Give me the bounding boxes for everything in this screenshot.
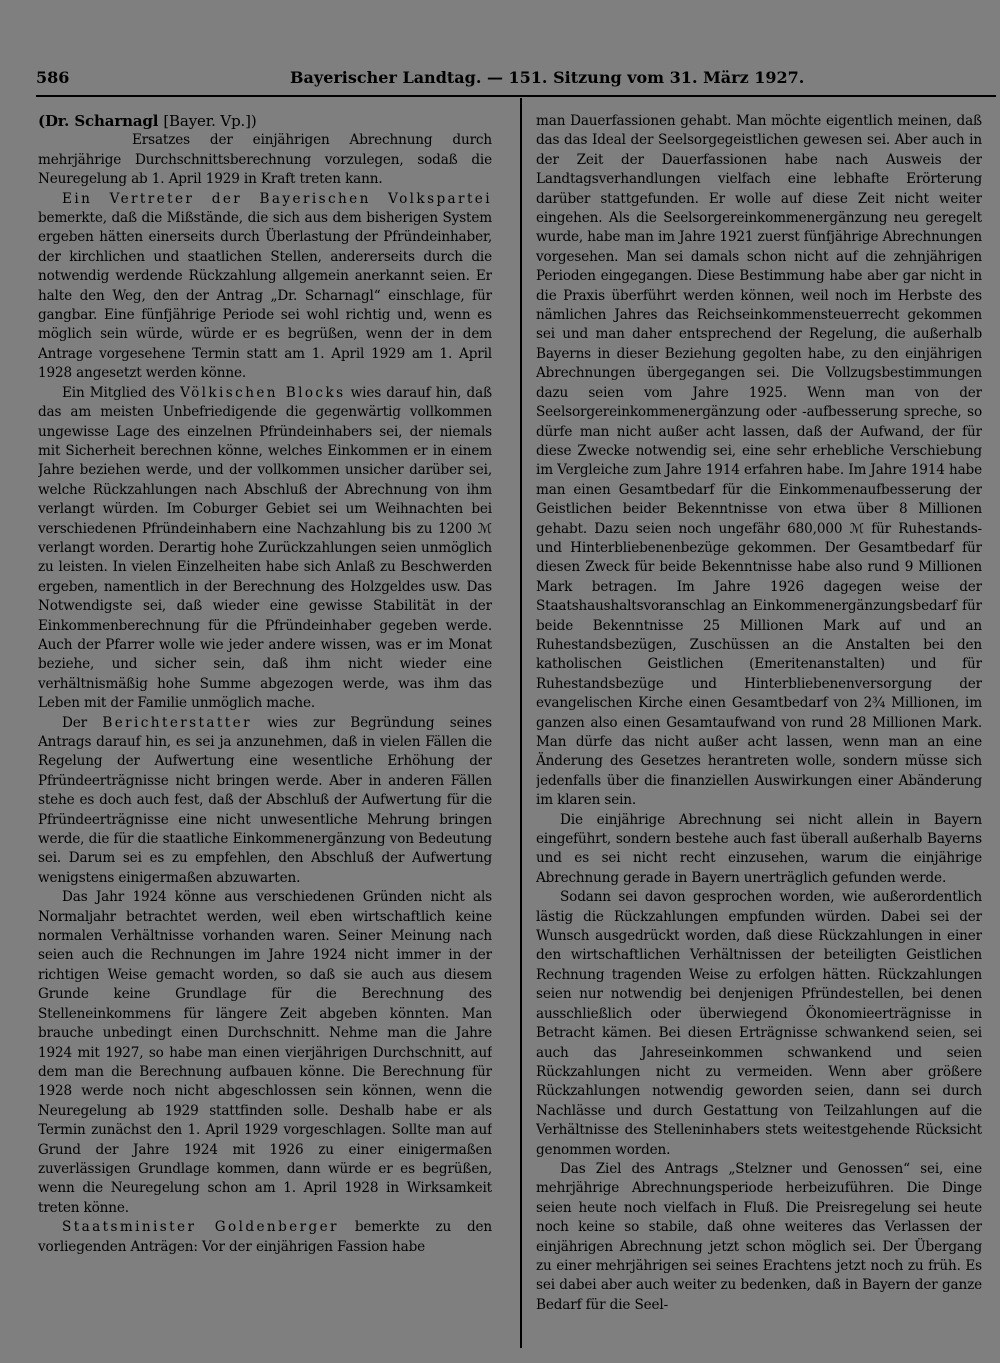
left-column [38, 112, 492, 1347]
paragraph: man Dauerfassionen gehabt. Man möchte eigentlich meinen, daß das das Ideal der Seelsorgegeistlichen gewesen sei. Aber auch in der Zeit der Dauerfassionen habe nach Ausweis der Landtagsverhandlungen vielfach eine lebhafte Erörterung darüber stattgefunden. Er wolle auf diese Zeit nicht weiter eingehen. Als die Seelsorgereinkommenergänzung neu geregelt wurde, habe man im Jahre 1921 zuerst fünfjährige Abrechnungen vorgesehen. Man sei damals schon nicht auf die zehnjährigen Perioden eingegangen. Diese Bestimmung habe aber gar nicht in die Praxis überführt werden können, weil noch im Herbste des nämlichen Jahres das Reichseinkommensteuerrecht gekommen sei und man daher entsprechend der Regelung, die außerhalb Bayerns in dieser Beziehung gegolten habe, zu den einjährigen Abrechnungen übergegangen sei. Die Vollzugsbestimmungen dazu seien vom Jahre 1925. Wenn man von der Seelsorgereinkommenergänzung oder -aufbesserung spreche, so dürfe man nicht außer acht lassen, daß der Aufwand, der für diese Zwecke notwendig sei, eine sehr erhebliche Verschiebung im Vergleiche zum Jahre 1914 erfahren habe. Im Jahre 1914 habe man einen Gesamtbedarf für die Einkommenaufbesserung der Geistlichen beider Bekenntnisse von etwa über 8 Millionen gehabt. Dazu seien noch ungefähr 680,000 ℳ für Ruhestands- und Hinterbliebenenbezüge gekommen. Der Gesamtbedarf für diesen Zweck für beide Bekenntnisse habe also rund 9 Millionen Mark betragen. Im Jahre 1926 dagegen weise der Staatshaushaltsvoranschlag an Einkommenergänzungsbedarf für beide Bekenntnisse 25 Millionen Mark auf und an Ruhestandsbezügen, Zuschüssen an die Anstalten bei den katholischen Geistlichen (Emeritenanstalten) und für Ruhestandsbezüge und Hinterbliebenenversorgung der evangelischen Kirche einen Gesamtbedarf von 2¾ Millionen, im ganzen also einen Gesamtaufwand von rund 28 Millionen Mark. Man dürfe das nicht außer acht lassen, wenn man an eine Änderung des Gesetzes herantreten wolle, sondern müsse sich jedenfalls über die finanziellen Auswirkungen einer Abänderung im klaren sein. [536, 113, 982, 809]
speaker-party: [Bayer. Vp.]) [163, 112, 257, 130]
paragraph: Die einjährige Abrechnung sei nicht allein in Bayern eingeführt, sondern bestehe auch fast überall außerhalb Bayerns und es sei nicht recht einzusehen, warum die einjährige Abrechnung gerade in Bayern unerträglich gefunden werde. [536, 811, 982, 886]
speaker-reference: Berichterstatter [102, 714, 252, 731]
paragraph-text: Ein Mitglied des [62, 384, 181, 401]
speaker-line [38, 112, 492, 131]
paragraph-text: bemerkte, daß die Mißstände, die sich aus dem bisherigen System ergeben hätten einerseits durch Überlastung der Pfründeinhaber, der kirchlichen und staatlichen Stellen, andererseits durch die notwendig werdende Rückzahlung allgemein anerkannt seien. Er halte den Weg, den der Antrag „Dr. Scharnagl“ einschlage, für gangbar. Eine fünfjährige Periode sei wohl richtig und, wenn es möglich sein würde, würde er es begrüßen, wenn der in dem Antrage vorgesehene Termin statt am 1. April 1929 am 1. April 1928 angesetzt werden könne. [38, 210, 492, 382]
paragraph: Sodann sei davon gesprochen worden, wie außerordentlich lästig die Rückzahlungen empfunden würden. Dabei sei der Wunsch ausgedrückt worden, daß diese Rückzahlungen in einer den wirtschaftlichen Verhältnissen der beteiligten Geistlichen Rechnung tragenden Weise zu erfolgen hätten. Rückzahlungen seien nur notwendig bei denjenigen Pfründestellen, bei denen ausschließlich oder überwiegend Ökonomieerträgnisse in Betracht kämen. Bei diesen Erträgnisse schwankend seien, sei auch das Jahreseinkommen schwankend und seien Rückzahlungen nicht zu vermeiden. Wenn aber größere Rückzahlungen notwendig geworden seien, dann sei durch Nachlässe und durch Gestattung von Teilzahlungen auf die Verhältnisse des Stelleninhabers stets weitestgehende Rücksicht genommen worden. [536, 889, 982, 1158]
paragraph [38, 1218, 492, 1257]
paragraph: Das Jahr 1924 könne aus verschiedenen Gründen nicht als Normaljahr betrachtet werden, weil eben wirtschaftlich keine normalen Verhältnisse vorhanden waren. Seiner Meinung nach seien auch die Rechnungen im Jahre 1924 nicht immer in der richtigen Weise gemacht worden, so daß sie auch aus diesem Grunde keine Grundlage für die Berechnung des Stelleneinkommens für längere Zeit abgeben könnten. Man brauche unbedingt einen Durchschnitt. Nehme man die Jahre 1924 mit 1927, so habe man einen vierjährigen Durchschnitt, auf dem man die Berechnung aufbauen könne. Die Berechnung für 1928 werde noch nicht abgeschlossen sein können, wenn die Neuregelung ab 1929 stattfinden solle. Deshalb habe er als Termin zunächst den 1. April 1929 vorgeschlagen. Sollte man auf Grund der Jahre 1924 mit 1926 zu einer einigermaßen zuverlässigen Grundlage kommen, dann würde er es begrüßen, wenn die Neuregelung schon am 1. April 1928 in Wirksamkeit treten könne. [38, 889, 492, 1216]
paragraph [38, 714, 492, 889]
speaker-reference: Ein Vertreter der Bayerischen Volkspartei [62, 190, 492, 207]
column-divider [520, 98, 522, 1348]
page-header [36, 62, 805, 90]
paragraph [38, 190, 492, 384]
running-title: Bayerischer Landtag. — 151. Sitzung vom 31. März 1927. [290, 68, 805, 87]
speaker-name: (Dr. Scharnagl [38, 112, 159, 130]
right-column [536, 112, 982, 1347]
paragraph: Das Ziel des Antrags „Stelzner und Genossen“ sei, eine mehrjährige Abrechnungsperiode herbeizuführen. Die Dinge seien heute noch vielfach in Fluß. Die Preisregelung sei heute noch keine so stabile, daß ohne weiteres das Verlassen der einjährigen Abrechnung jetzt schon möglich sei. Der Übergang zu einer mehrjährigen sei seines Erachtens jetzt noch zu früh. Es sei dabei aber auch weiter zu bedenken, daß in Bayern der ganze Bedarf für die Seel- [536, 1160, 982, 1313]
speaker-reference: Staatsminister Goldenberger [62, 1219, 339, 1236]
paragraph-text: bemerkte zu den vorliegenden Anträgen: Vor der einjährigen Fassion habe [38, 1219, 492, 1255]
paragraph [38, 384, 492, 714]
paragraph-text: Der [62, 714, 103, 731]
speaker-reference: Völkischen Blocks [180, 384, 346, 401]
header-rule [36, 95, 996, 97]
paragraph: Ersatzes der einjährigen Abrechnung durch mehrjährige Durchschnittsberechnung vorzulegen, sodaß die Neuregelung ab 1. April 1929 in Kraft treten kann. [38, 132, 492, 188]
paragraph-text: wies zur Begründung seines Antrags darauf hin, es sei ja anzunehmen, daß in vielen Fällen die Regelung der Aufwertung eine wesentliche Erhöhung der Pfründeerträgnisse nicht bringen werde. Aber in anderen Fällen stehe es doch auch fest, daß der Abschluß der Aufwertung für die Pfründeerträgnisse eine nicht unwesentliche Mehrung bringen werde, die für die staatliche Einkommenergänzung von Bedeutung sei. Darum sei es zu empfehlen, den Abschluß der Aufwertung wenigstens einigermaßen abzuwarten. [38, 714, 492, 886]
paragraph-text: wies darauf hin, daß das am meisten Unbefriedigende die gegenwärtig vollkommen ungewisse Lage des einzelnen Pfründeinhabers sei, der niemals mit Sicherheit berechnen könne, welches Einkommen er in einem Jahre beziehen werde, und der vollkommen unsicher darüber sei, welche Rückzahlungen nach Abschluß der Abrechnung von ihm verlangt würden. Im Coburger Gebiet sei um Weihnachten bei verschiedenen Pfründeinhabern eine Nachzahlung bis zu 1200 ℳ verlangt worden. Derartig hohe Zurückzahlungen seien unmöglich zu leisten. In vielen Einzelheiten habe sich Anlaß zu Beschwerden ergeben, namentlich in der Berechnung des Holzgeldes usw. Das Notwendigste sei, daß wieder eine gewisse Stabilität in der Einkommenberechnung für die Pfründeinhaber gegeben werde. Auch der Pfarrer wolle wie jeder andere wissen, was er im Monat beziehe, und sicher sein, daß ihm nicht wieder eine verhältnismäßig hohe Summe abgezogen werde, was ihm das Leben mit der Familie unmöglich mache. [38, 384, 492, 712]
page-number: 586 [36, 68, 70, 87]
